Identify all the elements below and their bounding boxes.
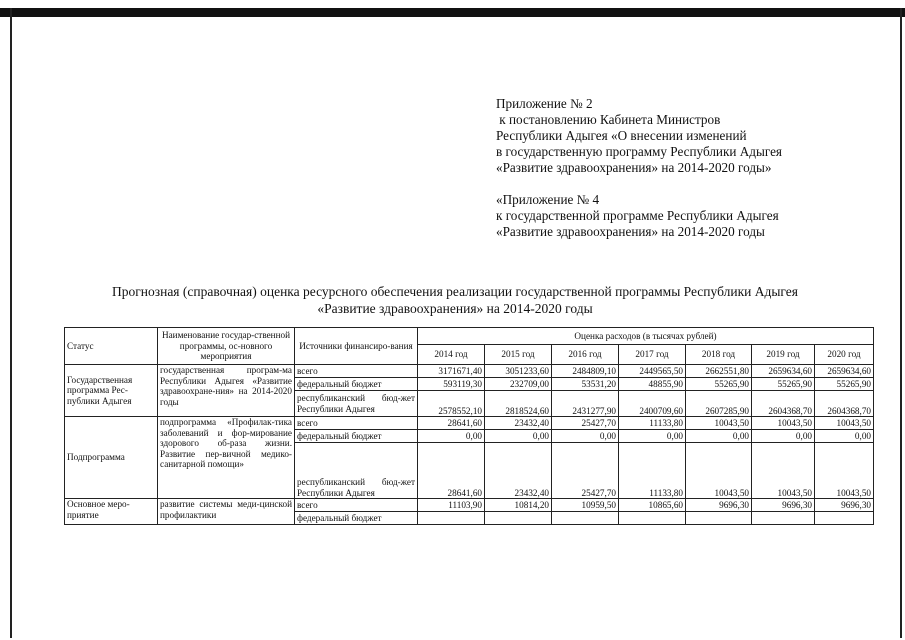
value-cell: 55265,90 <box>686 378 752 391</box>
value-cell: 2659634,60 <box>752 365 815 378</box>
value-cell: 2604368,70 <box>815 391 874 417</box>
program-name-cell: государственная програм-ма Республики Адыгея «Развитие здравоохране-ния» на 2014-2020 годы <box>158 365 295 417</box>
header-line: «Приложение № 4 <box>496 192 600 207</box>
scan-left-border <box>10 8 12 638</box>
scan-right-border <box>900 8 902 638</box>
header-year: 2015 год <box>485 345 552 365</box>
source-cell: республиканский бюд-жет Республики Адыгея <box>295 391 418 417</box>
header-year: 2014 год <box>418 345 485 365</box>
value-cell: 2449565,50 <box>619 365 686 378</box>
value-cell <box>752 512 815 525</box>
value-cell: 25427,70 <box>552 443 619 499</box>
value-cell: 10043,50 <box>752 443 815 499</box>
value-cell: 9696,30 <box>815 499 874 512</box>
value-cell <box>619 512 686 525</box>
source-cell: всего <box>295 417 418 430</box>
program-name-cell: подпрограмма «Профилак-тика заболеваний и фор-мирование здорового об-раза жизни. Развитие пер-вичной медико-санитарной помощи» <box>158 417 295 499</box>
value-cell: 2607285,90 <box>686 391 752 417</box>
value-cell: 48855,90 <box>619 378 686 391</box>
header-line: к постановлению Кабинета Министров <box>496 112 721 127</box>
value-cell: 0,00 <box>619 430 686 443</box>
status-cell: Государственная программа Рес-публики Адыгея <box>65 365 158 417</box>
value-cell: 0,00 <box>752 430 815 443</box>
table-row <box>65 365 874 378</box>
value-cell: 10865,60 <box>619 499 686 512</box>
scan-top-border <box>0 8 905 17</box>
value-cell: 10043,50 <box>815 443 874 499</box>
value-cell: 2659634,60 <box>815 365 874 378</box>
value-cell <box>686 512 752 525</box>
source-cell: федеральный бюджет <box>295 430 418 443</box>
value-cell: 2400709,60 <box>619 391 686 417</box>
value-cell: 9696,30 <box>752 499 815 512</box>
header-status: Статус <box>65 328 158 365</box>
value-cell: 2431277,90 <box>552 391 619 417</box>
header-line: Приложение № 2 <box>496 96 593 111</box>
header-estimate: Оценка расходов (в тысячах рублей) <box>418 328 874 345</box>
value-cell: 0,00 <box>552 430 619 443</box>
source-cell: всего <box>295 499 418 512</box>
value-cell <box>815 512 874 525</box>
status-cell: Основное меро-приятие <box>65 499 158 525</box>
header-line: Республики Адыгея «О внесении изменений <box>496 128 747 143</box>
value-cell <box>552 512 619 525</box>
source-cell: республиканский бюд-жет Республики Адыгея <box>295 443 418 499</box>
value-cell: 2604368,70 <box>752 391 815 417</box>
value-cell <box>485 512 552 525</box>
value-cell: 0,00 <box>686 430 752 443</box>
source-cell: федеральный бюджет <box>295 378 418 391</box>
value-cell: 10814,20 <box>485 499 552 512</box>
value-cell: 3051233,60 <box>485 365 552 378</box>
value-cell: 23432,40 <box>485 443 552 499</box>
value-cell: 232709,00 <box>485 378 552 391</box>
value-cell: 55265,90 <box>752 378 815 391</box>
value-cell: 2578552,10 <box>418 391 485 417</box>
header-year: 2018 год <box>686 345 752 365</box>
header-line: в государственную программу Республики Адыгея <box>496 144 782 159</box>
source-cell: всего <box>295 365 418 378</box>
value-cell: 10959,50 <box>552 499 619 512</box>
value-cell: 23432,40 <box>485 417 552 430</box>
value-cell: 10043,50 <box>752 417 815 430</box>
title-line: Прогнозная (справочная) оценка ресурсного обеспечения реализации государственной программы Республики Адыгея <box>112 284 798 299</box>
value-cell: 11103,90 <box>418 499 485 512</box>
value-cell: 0,00 <box>485 430 552 443</box>
value-cell: 2818524,60 <box>485 391 552 417</box>
value-cell <box>418 512 485 525</box>
header-program-name: Наименование государ-ственной программы, ос-новного мероприятия <box>158 328 295 365</box>
header-line: «Развитие здравоохранения» на 2014-2020 годы <box>496 224 765 239</box>
document-header <box>496 96 782 240</box>
header-year: 2017 год <box>619 345 686 365</box>
value-cell: 2484809,10 <box>552 365 619 378</box>
header-year: 2020 год <box>815 345 874 365</box>
document-title <box>40 283 870 317</box>
value-cell: 10043,50 <box>686 443 752 499</box>
value-cell: 10043,50 <box>686 417 752 430</box>
program-name-cell: развитие системы меди-цинской профилактики <box>158 499 295 525</box>
status-cell: Подпрограмма <box>65 417 158 499</box>
value-cell: 53531,20 <box>552 378 619 391</box>
value-cell: 25427,70 <box>552 417 619 430</box>
source-cell: федеральный бюджет <box>295 512 418 525</box>
header-line: к государственной программе Республики Адыгея <box>496 208 779 223</box>
value-cell: 3171671,40 <box>418 365 485 378</box>
value-cell: 11133,80 <box>619 443 686 499</box>
value-cell: 2662551,80 <box>686 365 752 378</box>
value-cell: 28641,60 <box>418 417 485 430</box>
value-cell: 10043,50 <box>815 417 874 430</box>
header-year: 2016 год <box>552 345 619 365</box>
header-funding-sources: Источники финансиро-вания <box>295 328 418 365</box>
value-cell: 55265,90 <box>815 378 874 391</box>
budget-table <box>64 327 874 525</box>
value-cell: 28641,60 <box>418 443 485 499</box>
table-row <box>65 499 874 512</box>
value-cell: 11133,80 <box>619 417 686 430</box>
title-line: «Развитие здравоохранения» на 2014-2020 годы <box>317 301 593 316</box>
table-row <box>65 417 874 430</box>
value-cell: 0,00 <box>418 430 485 443</box>
value-cell: 9696,30 <box>686 499 752 512</box>
value-cell: 0,00 <box>815 430 874 443</box>
header-line: «Развитие здравоохранения» на 2014-2020 годы» <box>496 160 772 175</box>
value-cell: 593119,30 <box>418 378 485 391</box>
header-year: 2019 год <box>752 345 815 365</box>
